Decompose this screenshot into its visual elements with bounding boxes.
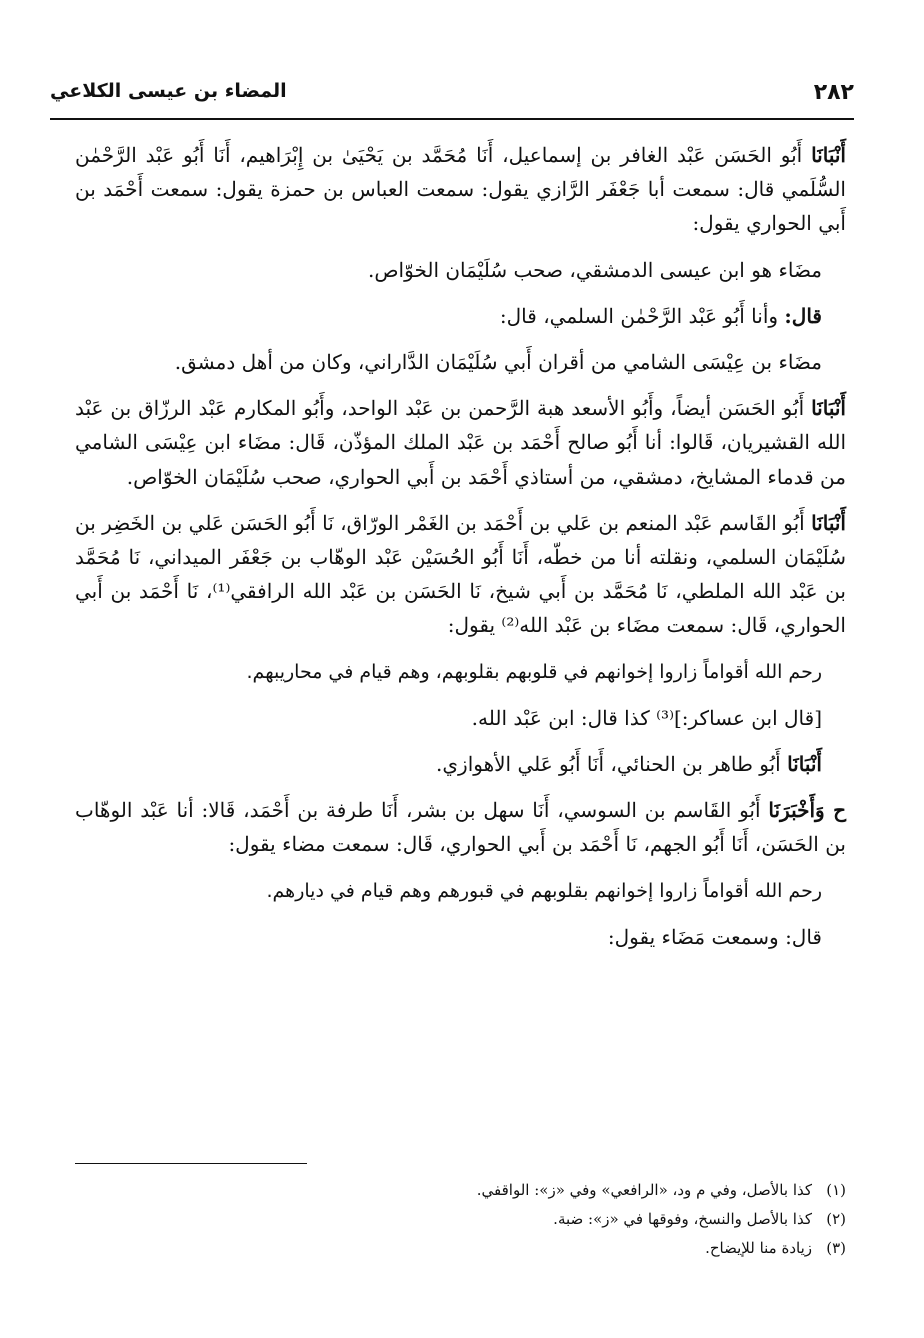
- paragraph: [75, 701, 846, 735]
- paragraph: [75, 747, 846, 781]
- paragraph-text: [قال ابن عساكر:]⁽³⁾ كذا قال: ابن عَبْد الله.: [471, 705, 822, 730]
- running-title: المضاء بن عيسى الكلاعي: [50, 80, 287, 102]
- paragraph: [75, 345, 846, 379]
- paragraph-lead: أَنْبَانَا: [811, 143, 846, 167]
- footnote-rule: [75, 1163, 307, 1164]
- paragraph: [75, 299, 846, 333]
- footnote-text: زيادة منا للإيضاح.: [705, 1239, 812, 1257]
- footnote: [75, 1205, 846, 1234]
- paragraph: [75, 138, 846, 241]
- paragraph-text: أَبُو الحَسَن عَبْد الغافر بن إسماعيل، أَنَا مُحَمَّد بن يَحْيَىٰ بن إِبْرَاهيم، أَنَا أَبُو عَبْد الرَّحْمٰن السُّلَمي قال: سمعت أبا جَعْفَر الرَّازي يقول: سمعت العباس بن حمزة يقول: سمعت أَحْمَد بن أَبي الحواري يقول:: [75, 143, 846, 236]
- footnote: [75, 1176, 846, 1205]
- paragraph: [75, 253, 846, 287]
- paragraph: [75, 874, 846, 908]
- paragraph: [75, 793, 846, 861]
- paragraph-lead: أَنْبَانَا: [787, 752, 822, 777]
- footnote-number: (٢): [826, 1210, 846, 1228]
- paragraph-text: وأنا أَبُو عَبْد الرَّحْمٰن السلمي، قال:: [499, 303, 785, 328]
- footnote-number: (١): [826, 1181, 846, 1199]
- paragraph-lead: أَنْبَانَا: [811, 396, 846, 421]
- paragraph: [75, 920, 846, 954]
- paragraph-lead: أَنْبَانَا: [811, 510, 846, 535]
- body-text: [75, 138, 846, 954]
- footnote-text: كذا بالأصل والنسخ، وفوقها في «ز»: ضبة.: [553, 1210, 812, 1228]
- header-rule: [50, 118, 854, 120]
- paragraph-text: مضَاء هو ابن عيسى الدمشقي، صحب سُلَيْمَان الخوّاص.: [368, 257, 822, 282]
- paragraph: [75, 391, 846, 494]
- paragraph-text: مضَاء بن عِيْسَى الشامي من أقران أَبي سُلَيْمَان الدَّاراني، وكان من أهل دمشق.: [174, 350, 822, 375]
- paragraph-lead: قال:: [784, 303, 822, 328]
- paragraph-lead: ح وَأَخْبَرَنَا: [768, 798, 847, 823]
- paragraph-text: أَبُو القَاسم بن السوسي، أَنَا سهل بن بشر، أَنَا طرفة بن أَحْمَد، قَالا: أنا عَبْد الوهّاب بن الحَسَن، أَنَا أَبُو الجهم، نَا أَحْمَد بن أَبي الحواري، قَال: سمعت مضاء يقول:: [75, 798, 846, 857]
- paragraph: [75, 506, 846, 643]
- paragraph-text: قال: وسمعت مَضَاء يقول:: [607, 924, 822, 949]
- paragraph-text: رحم الله أقواماً زاروا إخوانهم في قلوبهم بقلوبهم، وهم قيام في محاريبهم.: [246, 660, 822, 683]
- page-number: ٢٨٢: [813, 80, 854, 105]
- paragraph-text: رحم الله أقواماً زاروا إخوانهم بقلوبهم في قبورهم وهم قيام في ديارهم.: [266, 879, 822, 902]
- footnote-text: كذا بالأصل، وفي م ود، «الرافعي» وفي «ز»: الواقفي.: [476, 1181, 812, 1199]
- footnote-number: (٣): [826, 1239, 846, 1257]
- paragraph-text: أَبُو القَاسم عَبْد المنعم بن عَلي بن أَحْمَد بن الغَمْر الورّاق، نَا أَبُو الحَسَن عَلي بن الخَضِر بن سُلَيْمَان السلمي، ونقلته أنا من خطّه، أَنَا أَبُو الحُسَيْن عَبْد الوهّاب بن جَعْفَر الميداني، نَا مُحَمَّد بن عَبْد الله الملطي، نَا مُحَمَّد بن أَبي شيخ، نَا الحَسَن بن عَبْد الله الرافقي⁽¹⁾، نَا أَحْمَد بن أَبي الحواري، قَال: سمعت مضَاء بن عَبْد الله⁽²⁾ يقول:: [75, 510, 846, 638]
- footnotes: [75, 1176, 846, 1263]
- paragraph: [75, 655, 846, 689]
- paragraph-text: أَبُو طاهر بن الحنائي، أَنَا أَبُو عَلي الأهوازي.: [436, 752, 788, 777]
- footnote: [75, 1234, 846, 1263]
- paragraph-text: أَبُو الحَسَن أيضاً، وأَبُو الأسعد هبة الرَّحمن بن عَبْد الواحد، وأَبُو المكارم عَبْد الرزّاق بن عَبْد الله القشيريان، قَالوا: أنا أَبُو صالح أَحْمَد بن عَبْد الملك المؤذّن، قَال: مضَاء ابن عِيْسَى الشامي من قدماء المشايخ، دمشقي، من أستاذي أَحْمَد بن أَبي الحواري، صحب سُلَيْمَان الخوّاص.: [75, 396, 846, 489]
- page-header: [50, 80, 854, 112]
